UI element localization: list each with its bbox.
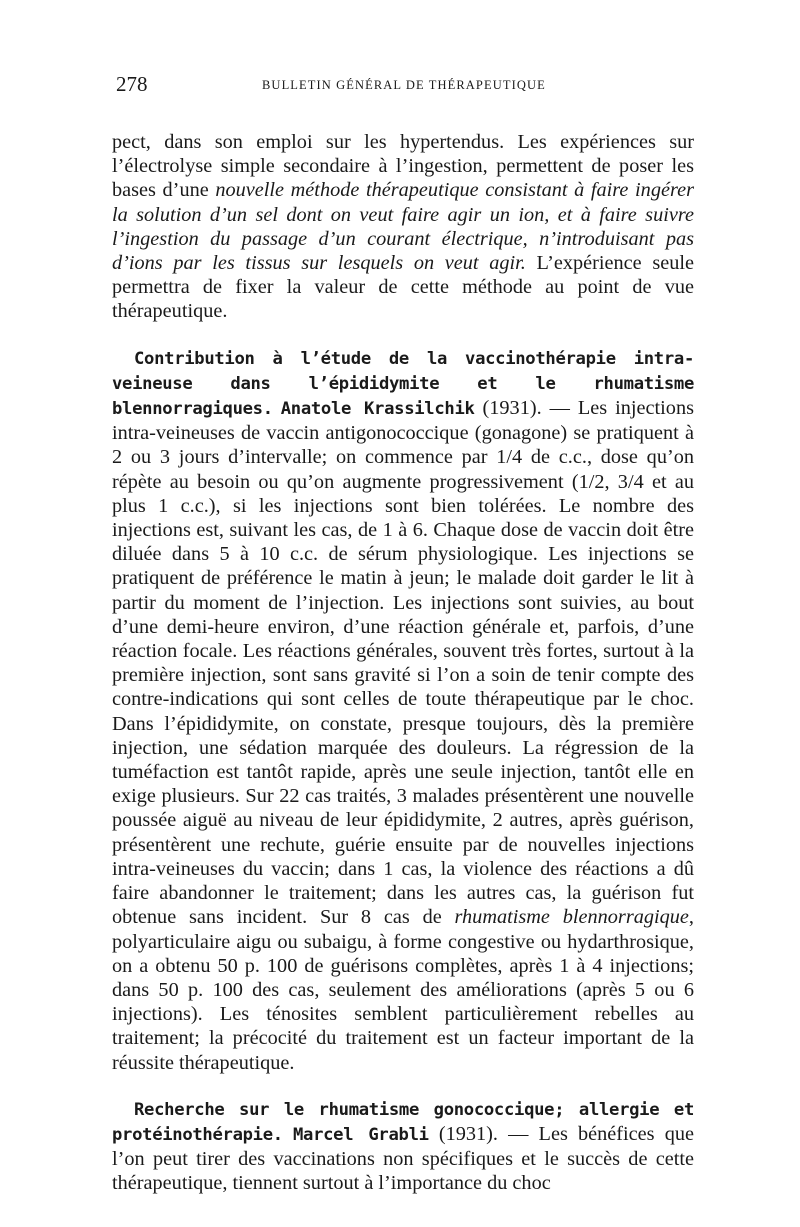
paragraph1-text-b: L’expérience seule permettra de fixer la valeur de cette méthode au point de vue thérapeutique. [112,252,694,323]
abstract-text-b: , polyarticulaire aigu ou subaigu, à forme congestive ou hydarthrosique, on a obtenu 50 p. 100 de guérisons complètes, après 1 à 4 injections; dans 50 p. 100 des cas, seulement des améliorations (après 5 ou 6 injections). Les ténosites semblent particulièrement rebelles au traitement; la précocité du traitement est un facteur important de la réussite thérapeutique. [112,906,694,1074]
abstract-year: (1931). [474,397,542,420]
page-number: 278 [116,72,148,96]
abstract-title: Contribution à l’étude de la vaccinothérapie intra-veineuse dans l’épididymite et le rhumatisme blennorragiques. [112,348,694,420]
abstract-title: Recherche sur le rhumatisme gonococcique; allergie et protéinothérapie. [112,1099,694,1145]
running-head: BULLETIN GÉNÉRAL DE THÉRAPEUTIQUE [262,78,546,92]
abstract-text-a: — Les bénéfices que l’on peut tirer des vaccinations non spécifiques et le succès de cette thérapeutique, tiennent surtout à l’importance du choc [112,1122,694,1195]
abstract-author: Anatole Krassilchik [280,399,475,420]
paragraph1-text-a: pect, dans son emploi sur les hypertendus. Les expériences sur l’électrolyse simple secondaire à l’ingestion, permettent de poser les bases d’une [112,131,694,202]
abstract-vaccinotherapie [112,346,694,1075]
document-page [112,62,694,1196]
paragraph1-italic: nouvelle méthode thérapeutique consistant à faire ingérer la solution d’un sel dont on veut faire agir un ion, et à faire suivre l’ingestion du passage d’un courant électrique, n’introduisant pas d’ions par les tissus sur lesquels on veut agir. [112,179,694,275]
abstract-year: (1931). [428,1122,498,1145]
abstract-text-a: — Les injections intra-veineuses de vaccin antigonococcique (gonagone) se pratiquent à 2 ou 3 jours d’intervalle; on commence par 1/4 de c.c., dose qu’on répète au besoin ou qu’on augmente progressivement (1/2, 3/4 et au plus 1 c.c.), si les injections sont bien tolérées. Le nombre des injections est, suivant les cas, de 1 à 6. Chaque dose de vaccin doit être diluée dans 5 à 10 c.c. de sérum physiologique. Les injections se pratiquent de préférence le matin à jeun; le malade doit garder le lit à partir du moment de l’injection. Les injections sont suivies, au bout d’une demi-heure environ, d’une réaction générale et, parfois, d’une réaction focale. Les réactions générales, souvent très fortes, surtout à la première injection, sont sans gravité si l’on a soin de tenir compte des contre-indications qui sont celles de toute thérapeutique par le choc. Dans l’épididymite, on constate, presque toujours, dès la première injection, une sédation marquée des douleurs. La régression de la tuméfaction est tantôt rapide, après une seule injection, tantôt elle en exige plusieurs. Sur 22 cas traités, 3 malades présentèrent une nouvelle poussée aiguë au niveau de leur épididymite, 2 autres, après guérison, présentèrent une rechute, guérie ensuite par de nouvelles injections intra-veineuses du vaccin; dans 1 cas, la violence des réactions a dû faire abandonner le traitement; dans les autres cas, la guérison fut obtenue sans incident. Sur 8 cas de [112,397,694,929]
abstract-author: Marcel Grabli [292,1124,429,1145]
abstract-rhumatisme-gonococcique [112,1097,694,1196]
abstract-italic: rhumatisme blennorragique [454,906,689,929]
page-header [112,62,694,96]
paragraph-continuation [112,130,694,324]
